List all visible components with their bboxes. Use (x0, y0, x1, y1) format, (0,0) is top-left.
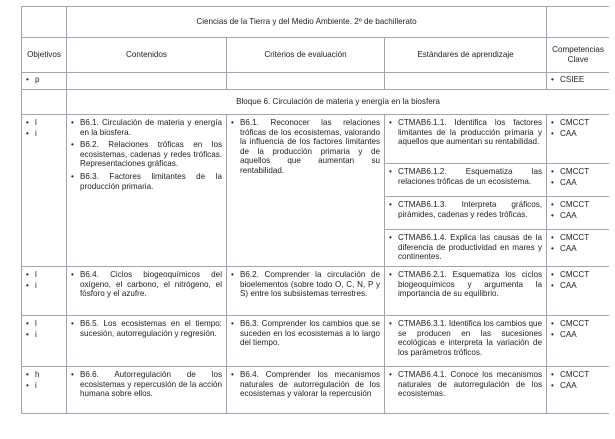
header-criterios: Criterios de evaluación (227, 38, 385, 73)
estandar-cell (385, 367, 547, 414)
estandar-item: • CTMAB6.4.1. Conoce los mecanismos naturales de autorregulación de los ecosistemas. (389, 370, 542, 399)
contenido-item: • B6.5. Los ecosistemas en el tiempo: sucesión, autorregulación y regresión. (71, 319, 222, 338)
title-spacer-cell (547, 7, 610, 38)
estandar-item: • CTMAB6.1.3. Interpreta gráficos, pirámides, cadenas y redes tróficas. (389, 200, 542, 219)
estandar-cell (385, 115, 547, 164)
curriculum-table (21, 6, 609, 414)
competencia-item: • CMCCT (551, 118, 605, 128)
contenido-item: • B6.2. Relaciones tróficas en los ecosistemas, cadenas y redes tróficas. Representaciones gráficas. (71, 140, 222, 169)
objetivo-item: • h (26, 370, 62, 380)
estandar-cell (385, 197, 547, 230)
competencia-item: • CMCCT (551, 233, 605, 243)
header-objetivos: Objetivos (22, 38, 67, 73)
criterio-item: • B6.2. Comprender la circulación de bioelementos (sobre todo O, C, N, P y S) entre los subsistemas terrestres. (231, 270, 380, 299)
competencia-item: • CMCCT (551, 270, 605, 280)
criterio-cell (227, 316, 385, 367)
objetivo-item: • i (26, 129, 62, 139)
criterio-item: • B6.1. Reconocer las relaciones tróficas de los ecosistemas, valorando la influencia de los factores limitantes de la producción primaria y de aquellos que aumentan su rentabilidad. (231, 118, 380, 176)
estandar-item: • CTMAB6.1.1. Identifica los factores limitantes de la producción primaria y aquellos que aumentan su rentabilidad. (389, 118, 542, 147)
intro-objetivo-cell (22, 73, 67, 90)
contenido-item: • B6.6. Autorregulación de los ecosistemas y repercusión de la acción humana sobre ellos. (71, 370, 222, 399)
curriculum-table-wrapper (21, 6, 609, 439)
estandar-item: • CTMAB6.1.4. Explica las causas de la diferencia de productividad en mares y continentes. (389, 233, 542, 262)
objetivos-cell (22, 367, 67, 414)
competencia-item: • CMCCT (551, 370, 605, 380)
intro-competencia-cell (547, 73, 610, 90)
estandar-cell (385, 164, 547, 197)
competencias-cell (547, 367, 610, 414)
title-spacer-cell (22, 7, 67, 38)
estandar-cell (385, 230, 547, 267)
criterio-item: • B6.4. Comprender los mecanismos naturales de autorregulación de los ecosistemas y valorar la repercusión (231, 370, 380, 399)
objetivos-cell (22, 316, 67, 367)
objetivo-item: • l (26, 319, 62, 329)
estandar-item: • CTMAB6.2.1. Esquematiza los ciclos biogeoquímicos y argumenta la importancia de su equilibrio. (389, 270, 542, 299)
contenidos-cell (67, 115, 227, 267)
block-spacer-cell (22, 90, 67, 115)
header-estandares: Estándares de aprendizaje (385, 38, 547, 73)
competencia-item: • CAA (551, 244, 605, 254)
criterio-item: • B6.3. Comprender los cambios que se suceden en los ecosistemas a lo largo del tiempo. (231, 319, 380, 348)
competencia-item: • CAA (551, 281, 605, 291)
criterio-cell (227, 267, 385, 316)
contenido-item: • B6.4. Ciclos biogeoquímicos del oxígeno, el carbono, el nitrógeno, el fósforo y el azufre. (71, 270, 222, 299)
competencia-item: • CAA (551, 330, 605, 340)
contenidos-cell (67, 367, 227, 414)
objetivo-item: • p (26, 75, 62, 85)
estandar-cell (385, 316, 547, 367)
objetivos-cell (22, 267, 67, 316)
objetivos-cell (22, 115, 67, 267)
competencias-cell (547, 164, 610, 197)
competencias-cell (547, 197, 610, 230)
competencias-cell (547, 115, 610, 164)
competencias-cell (547, 316, 610, 367)
competencia-item: • CMCCT (551, 319, 605, 329)
estandar-item: • CTMAB6.1.2. Esquematiza las relaciones tróficas de un ecosistema. (389, 167, 542, 186)
competencia-item: • CAA (551, 381, 605, 391)
competencias-cell (547, 230, 610, 267)
contenidos-cell (67, 316, 227, 367)
empty-cell (67, 73, 227, 90)
objetivo-item: • l (26, 270, 62, 280)
competencia-item: • CAA (551, 178, 605, 188)
contenidos-cell (67, 267, 227, 316)
empty-cell (227, 73, 385, 90)
competencia-item: • CAA (551, 211, 605, 221)
criterio-cell (227, 367, 385, 414)
competencia-item: • CAA (551, 129, 605, 139)
criterio-cell (227, 115, 385, 267)
objetivo-item: • l (26, 118, 62, 128)
estandar-item: • CTMAB6.3.1. Identifica los cambios que se producen en las sucesiones ecológicas e interpreta la variación de los parámetros tróficos. (389, 319, 542, 357)
objetivo-item: • i (26, 381, 62, 391)
block-title: Bloque 6. Circulación de materia y energía en la biosfera (67, 90, 610, 115)
competencias-cell (547, 267, 610, 316)
contenido-item: • B6.3. Factores limitantes de la producción primaria. (71, 172, 222, 191)
header-competencias: Competencias Clave (547, 38, 610, 73)
objetivo-item: • i (26, 281, 62, 291)
competencia-item: • CMCCT (551, 200, 605, 210)
competencia-item: • CSIEE (551, 75, 605, 85)
empty-cell (385, 73, 547, 90)
objetivo-item: • i (26, 330, 62, 340)
table-title: Ciencias de la Tierra y del Medio Ambiente. 2º de bachillerato (67, 7, 547, 38)
competencia-item: • CMCCT (551, 167, 605, 177)
contenido-item: • B6.1. Circulación de materia y energía en la biosfera. (71, 118, 222, 137)
estandar-cell (385, 267, 547, 316)
header-contenidos: Contenidos (67, 38, 227, 73)
